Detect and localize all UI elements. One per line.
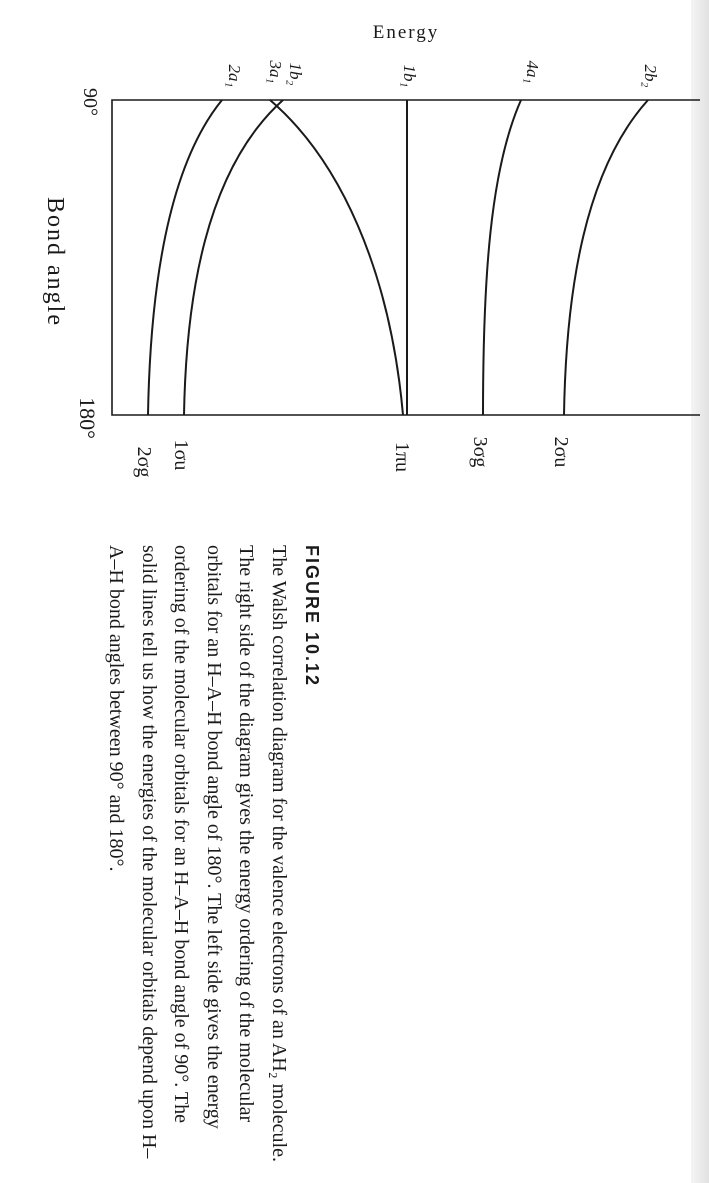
orbital-90-label: 3a₁ — [266, 60, 285, 84]
curve-1pi-u-3a1 — [270, 100, 403, 415]
orbital-90-label: 1b₂ — [286, 62, 305, 86]
orbital-180-label: 1πu — [391, 441, 413, 473]
tick-180-label: 180° — [75, 397, 100, 439]
orbital-180-label: 1σu — [170, 439, 192, 471]
orbital-180-label: 2σg — [133, 446, 155, 478]
figure-caption — [100, 545, 325, 1165]
energy-axis-label: Energy — [372, 22, 440, 43]
orbital-180-label: 3σg — [469, 436, 491, 468]
curve-1sigma-u-1b2 — [184, 100, 283, 415]
orbital-90-label: 2b₂ — [641, 64, 660, 88]
curve-3sigma-g-4a1 — [483, 100, 521, 415]
orbital-90-label: 4a₁ — [523, 60, 542, 84]
curve-2sigma-u-2b2 — [564, 100, 648, 415]
tick-90-label: 90° — [79, 88, 101, 116]
bond-angle-axis-label: Bond angle — [42, 197, 68, 327]
caption-text: The Walsh correlation diagram for the valence electrons of an AH₂ molecule. The right side of the diagram gives the energy ordering of the molecular orbitals for an H–A–H bond angle of 180°. The left side gives the energy ordering of the molecular orbitals for an H–A–H bond angle of 90°. The solid lines tell us how the energies of the molecular orbitals depend upon H–A–H bond angles between 90° and 180°. — [105, 545, 290, 1162]
orbital-90-label: 1b₁ — [400, 64, 419, 88]
figure-label: FIGURE 10.12 — [302, 545, 322, 688]
walsh-diagram — [0, 0, 709, 540]
orbital-180-label: 2σu — [550, 436, 572, 468]
orbital-90-label: 2a₁ — [225, 64, 244, 88]
